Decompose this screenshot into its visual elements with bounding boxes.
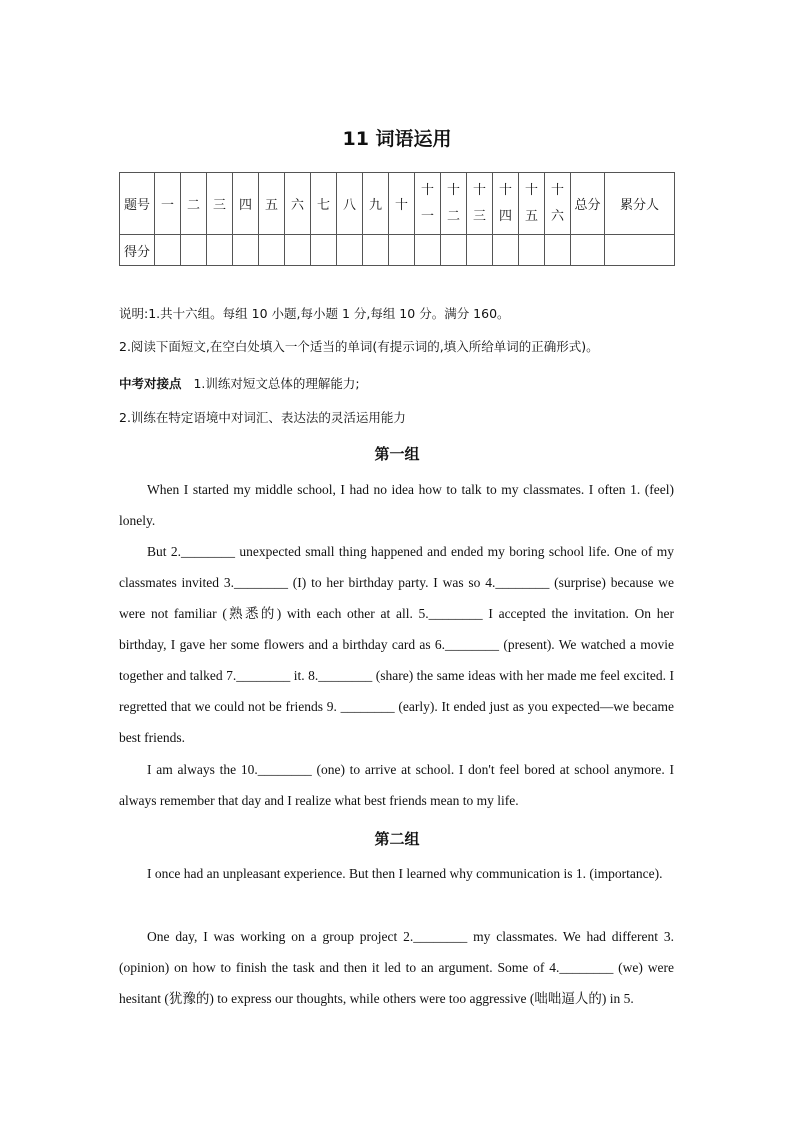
col-header: 十一 [415, 173, 441, 235]
score-table-score-row [120, 235, 675, 266]
instruction-line-1: 说明:1.共十六组。每组 10 小题,每小题 1 分,每组 10 分。满分 160。 [119, 306, 510, 321]
group-1-paragraph-1: When I started my middle school, I had no idea how to talk to my classmates. I often 1. (feel) lonely. [119, 482, 674, 528]
exam-points-line [119, 374, 679, 392]
exam-points-label: 中考对接点 [119, 376, 182, 391]
score-cell [389, 235, 415, 266]
col-header: 十六 [545, 173, 571, 235]
page-title: 11 词语运用 [342, 128, 452, 150]
col-header: 八 [337, 173, 363, 235]
col-header: 六 [285, 173, 311, 235]
score-cell [545, 235, 571, 266]
group-2-paragraph-1: I once had an unpleasant experience. But then I learned why communication is 1. (importance). [147, 866, 663, 881]
score-cell [311, 235, 337, 266]
score-cell [181, 235, 207, 266]
row-label-question-number: 题号 [120, 173, 155, 235]
col-header: 十四 [493, 173, 519, 235]
score-cell [155, 235, 181, 266]
score-cell [519, 235, 545, 266]
score-table-header-row [120, 173, 675, 235]
group-1-paragraph-3: I am always the 10.________ (one) to arrive at school. I don't feel bored at school anymore. I always remember that day and I realize what best friends mean to my life. [119, 762, 674, 808]
score-cell [363, 235, 389, 266]
col-header: 十三 [467, 173, 493, 235]
col-header: 十五 [519, 173, 545, 235]
group-1-paragraph-2: But 2.________ unexpected small thing happened and ended my boring school life. One of my classmates invited 3.________ (I) to her birthday party. I was so 4.________ (surprise) because we were not familiar (熟悉的) with each other at all. 5.________ I accepted the invitation. On her birthday, I gave her some flowers and a birthday card as 6.________ (present). We watched a movie together and talked 7.________ it. 8.________ (share) the same ideas with her made me feel excited. I regretted that we could not be friends 9. ________ (early). It ended just as you expected—we became best friends. [119, 544, 674, 745]
group-2-paragraph-2: One day, I was working on a group project 2.________ my classmates. We had different 3. (opinion) on how to finish the task and then it led to an argument. Some of 4.________ (we) were hesitant (犹豫的) to express our thoughts, while others were too aggressive (咄咄逼人的) in 5. [119, 929, 674, 1006]
row-label-score: 得分 [120, 235, 155, 266]
score-cell [441, 235, 467, 266]
group-1-title: 第一组 [374, 445, 420, 463]
col-header: 十二 [441, 173, 467, 235]
score-cell [259, 235, 285, 266]
col-header: 九 [363, 173, 389, 235]
score-cell [233, 235, 259, 266]
col-header: 三 [207, 173, 233, 235]
score-cell [467, 235, 493, 266]
col-header: 一 [155, 173, 181, 235]
col-header: 四 [233, 173, 259, 235]
exam-point-2: 2.训练在特定语境中对词汇、表达法的灵活运用能力 [119, 410, 406, 425]
col-header: 五 [259, 173, 285, 235]
score-cell [415, 235, 441, 266]
col-header: 二 [181, 173, 207, 235]
col-header-scorer: 累分人 [605, 173, 675, 235]
score-cell-total [571, 235, 605, 266]
score-cell [337, 235, 363, 266]
score-cell-scorer [605, 235, 675, 266]
instruction-line-2: 2.阅读下面短文,在空白处填入一个适当的单词(有提示词的,填入所给单词的正确形式)。 [119, 339, 599, 354]
score-cell [285, 235, 311, 266]
score-table [119, 172, 675, 266]
score-cell [493, 235, 519, 266]
exam-point-1: 1.训练对短文总体的理解能力; [193, 376, 360, 391]
col-header: 十 [389, 173, 415, 235]
col-header: 七 [311, 173, 337, 235]
score-cell [207, 235, 233, 266]
col-header-total: 总分 [571, 173, 605, 235]
group-2-title: 第二组 [374, 830, 420, 848]
